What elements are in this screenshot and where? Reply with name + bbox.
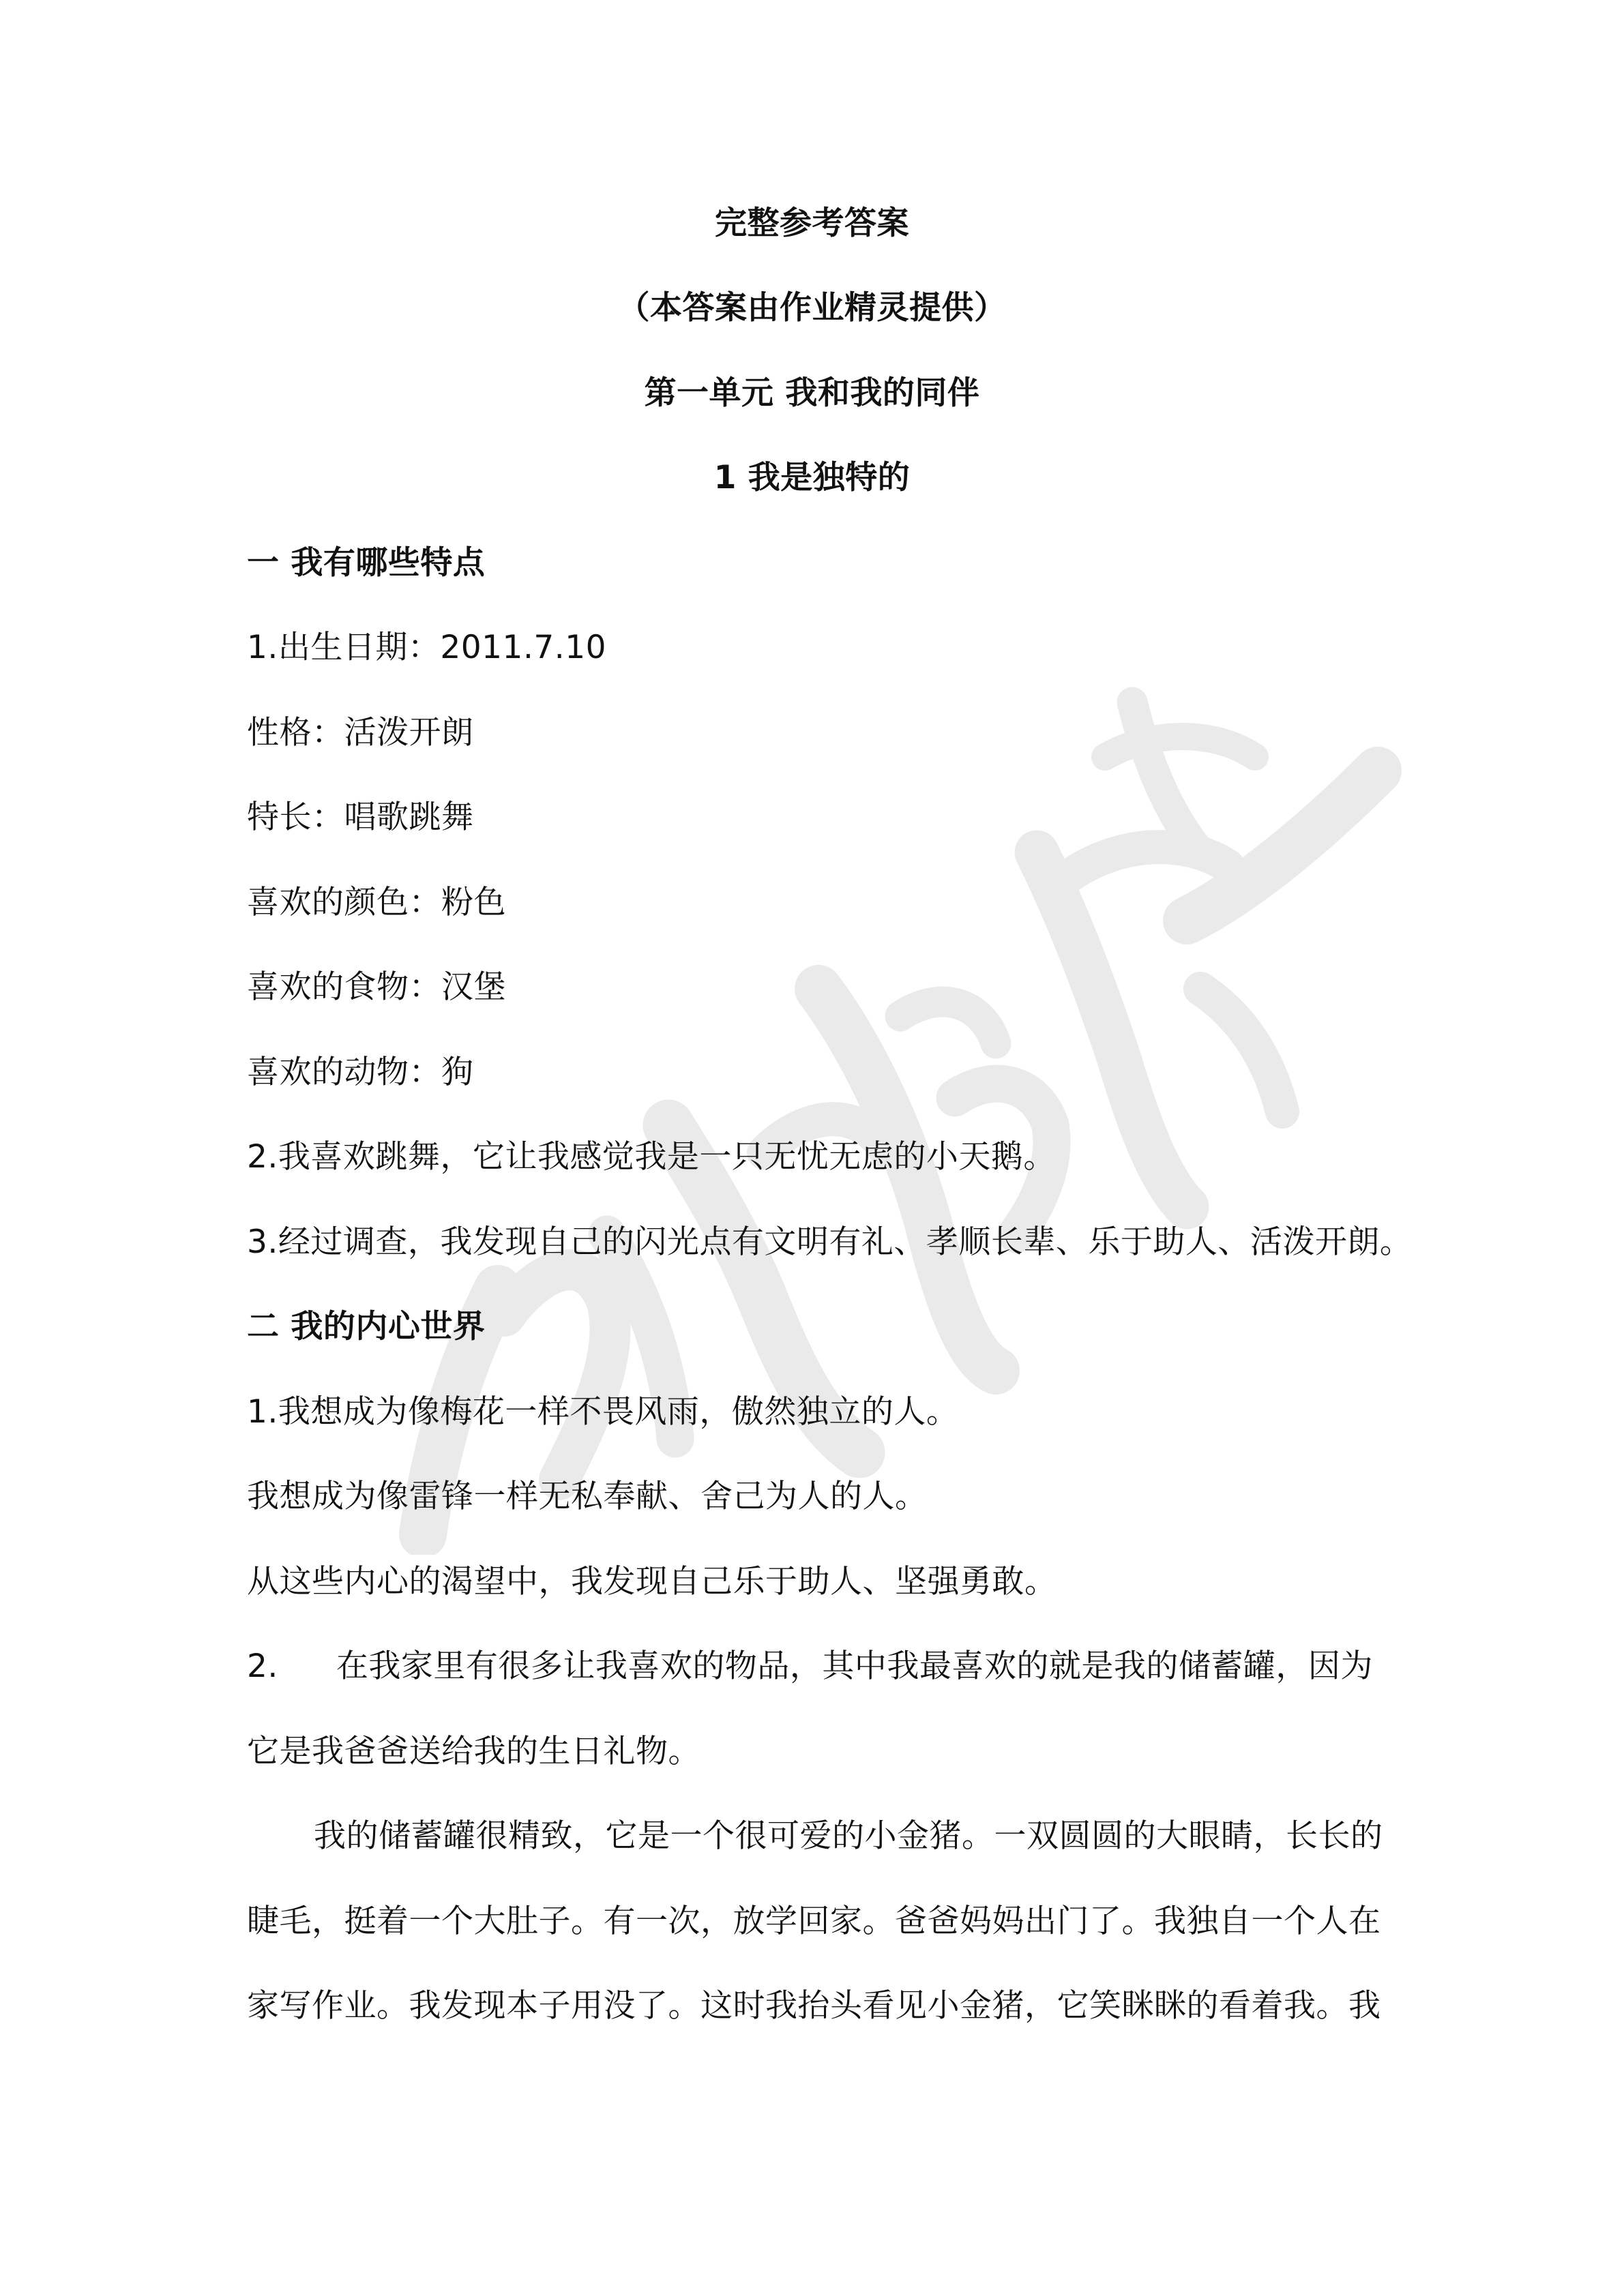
item-2-first-line [247, 1646, 1373, 1687]
unit-heading: 第一单元 我和我的同伴 [644, 374, 980, 412]
section-2-heading: 二 我的内心世界 [247, 1308, 486, 1345]
favorite-food-line: 喜欢的食物：汉堡 [247, 968, 506, 1006]
subtitle: （本答案由作业精灵提供） [617, 289, 1007, 327]
answer-line: 从这些内心的渴望中，我发现自己乐于助人、坚强勇敢。 [247, 1563, 1057, 1600]
favorite-animal-line: 喜欢的动物：狗 [247, 1054, 474, 1091]
birth-date-line: 1.出生日期：2011.7.10 [247, 629, 607, 666]
answer-line: 我想成为像雷锋一样无私奉献、舍己为人的人。 [247, 1478, 928, 1515]
paragraph-line: 我的储蓄罐很精致，它是一个很可爱的小金猪。一双圆圆的大眼睛，长长的 [314, 1817, 1383, 1855]
item-2-number: 2. [247, 1648, 278, 1685]
answer-line: 3.经过调查，我发现自己的闪光点有文明有礼、孝顺长辈、乐于助人、活泼开朗。 [247, 1223, 1413, 1261]
section-1-heading: 一 我有哪些特点 [247, 544, 486, 582]
paragraph-line: 睫毛，挺着一个大肚子。有一次，放学回家。爸爸妈妈出门了。我独自一个人在 [247, 1903, 1381, 1940]
item-2-text: 在我家里有很多让我喜欢的物品，其中我最喜欢的就是我的储蓄罐，因为 [336, 1648, 1373, 1685]
personality-line: 性格：活泼开朗 [247, 714, 474, 751]
page-title: 完整参考答案 [715, 205, 909, 242]
answer-line: 2.我喜欢跳舞，它让我感觉我是一只无忧无虑的小天鹅。 [247, 1138, 1056, 1176]
item-2-second-line: 它是我爸爸送给我的生日礼物。 [247, 1733, 700, 1770]
lesson-heading: 1 我是独特的 [713, 459, 911, 496]
favorite-color-line: 喜欢的颜色：粉色 [247, 884, 506, 921]
answer-line: 1.我想成为像梅花一样不畏风雨，傲然独立的人。 [247, 1393, 959, 1431]
talent-line: 特长：唱歌跳舞 [247, 799, 474, 836]
paragraph-line: 家写作业。我发现本子用没了。这时我抬头看见小金猪，它笑眯眯的看着我。我 [247, 1987, 1381, 2025]
